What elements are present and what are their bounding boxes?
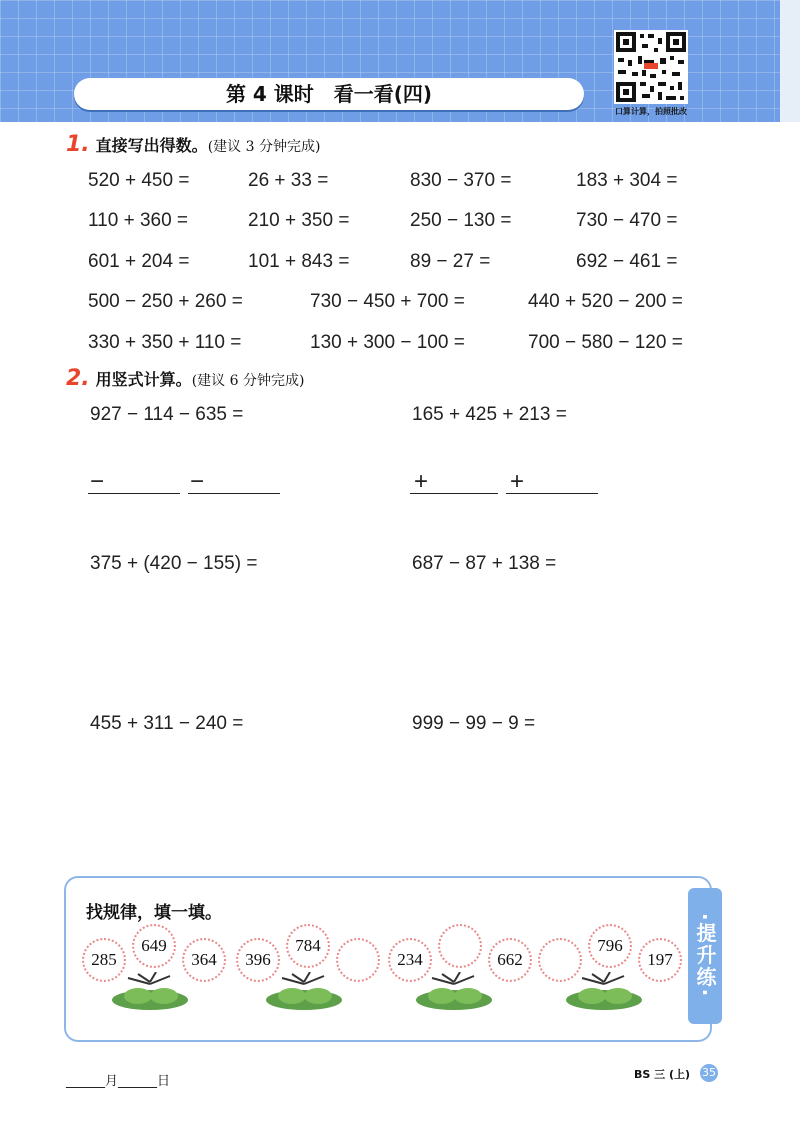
blank-circle[interactable] <box>438 924 482 968</box>
section1-note: (建议 3 分钟完成) <box>207 139 321 155</box>
equation: 601 + 204 = <box>88 251 190 272</box>
answer-line <box>410 493 498 494</box>
vertical-problem: 165 + 425 + 213 = <box>412 404 567 425</box>
number-circle: 364 <box>182 938 226 982</box>
plant-icon <box>412 972 496 1012</box>
number-circle: 784 <box>286 924 330 968</box>
grade-badge: BS 三 (上) <box>634 1068 691 1081</box>
vertical-problem: 927 − 114 − 635 = <box>90 404 244 425</box>
equation: 89 − 27 = <box>410 251 491 272</box>
number-circle: 649 <box>132 924 176 968</box>
blank-circle[interactable] <box>336 938 380 982</box>
section2-note: (建议 6 分钟完成) <box>191 373 305 389</box>
section2-heading <box>66 366 304 391</box>
blank-circle[interactable] <box>538 938 582 982</box>
vertical-problem: 999 − 99 − 9 = <box>412 713 536 734</box>
section2-title: 用竖式计算。 <box>95 370 192 389</box>
side-tab: ·提升练· <box>688 888 722 1024</box>
qr-caption: 口算计算，拍照批改 <box>615 107 687 116</box>
answer-line <box>506 493 598 494</box>
header-edge <box>780 0 800 122</box>
qr-code-icon[interactable] <box>614 30 688 104</box>
answer-line <box>188 493 280 494</box>
equation: 440 + 520 − 200 = <box>528 291 683 312</box>
equation: 183 + 304 = <box>576 170 678 191</box>
plus-sign: + <box>414 468 429 495</box>
section1-number: 1. <box>66 132 90 157</box>
vertical-problem: 455 + 311 − 240 = <box>90 713 244 734</box>
equation: 330 + 350 + 110 = <box>88 332 242 353</box>
page-number: 35 <box>700 1064 718 1082</box>
plant-icon <box>108 972 192 1012</box>
equation: 830 − 370 = <box>410 170 512 191</box>
equation: 101 + 843 = <box>248 251 350 272</box>
plus-sign: + <box>510 468 525 495</box>
answer-line <box>88 493 180 494</box>
equation: 210 + 350 = <box>248 210 350 231</box>
minus-sign: − <box>190 468 205 495</box>
section1-heading <box>66 132 320 157</box>
equation: 500 − 250 + 260 = <box>88 291 243 312</box>
number-circle: 197 <box>638 938 682 982</box>
section1-title: 直接写出得数。 <box>95 136 208 155</box>
vertical-problem: 687 − 87 + 138 = <box>412 553 557 574</box>
equation: 520 + 450 = <box>88 170 190 191</box>
number-circle: 396 <box>236 938 280 982</box>
number-circle: 285 <box>82 938 126 982</box>
equation: 110 + 360 = <box>88 210 189 231</box>
plant-icon <box>262 972 346 1012</box>
equation: 130 + 300 − 100 = <box>310 332 465 353</box>
equation: 26 + 33 = <box>248 170 329 191</box>
number-circle: 662 <box>488 938 532 982</box>
equation: 730 − 450 + 700 = <box>310 291 465 312</box>
lesson-title: 第 4 课时 看一看(四) <box>74 78 584 110</box>
number-circle: 796 <box>588 924 632 968</box>
minus-sign: − <box>90 468 105 495</box>
vertical-problem: 375 + (420 − 155) = <box>90 553 258 574</box>
equation: 250 − 130 = <box>410 210 512 231</box>
equation: 700 − 580 − 120 = <box>528 332 683 353</box>
equation: 692 − 461 = <box>576 251 678 272</box>
number-circle: 234 <box>388 938 432 982</box>
plant-icon <box>562 972 646 1012</box>
section2-number: 2. <box>66 366 90 391</box>
date-field[interactable]: ______月______日 <box>66 1074 171 1089</box>
pattern-title: 找规律，填一填。 <box>86 903 222 923</box>
equation: 730 − 470 = <box>576 210 678 231</box>
